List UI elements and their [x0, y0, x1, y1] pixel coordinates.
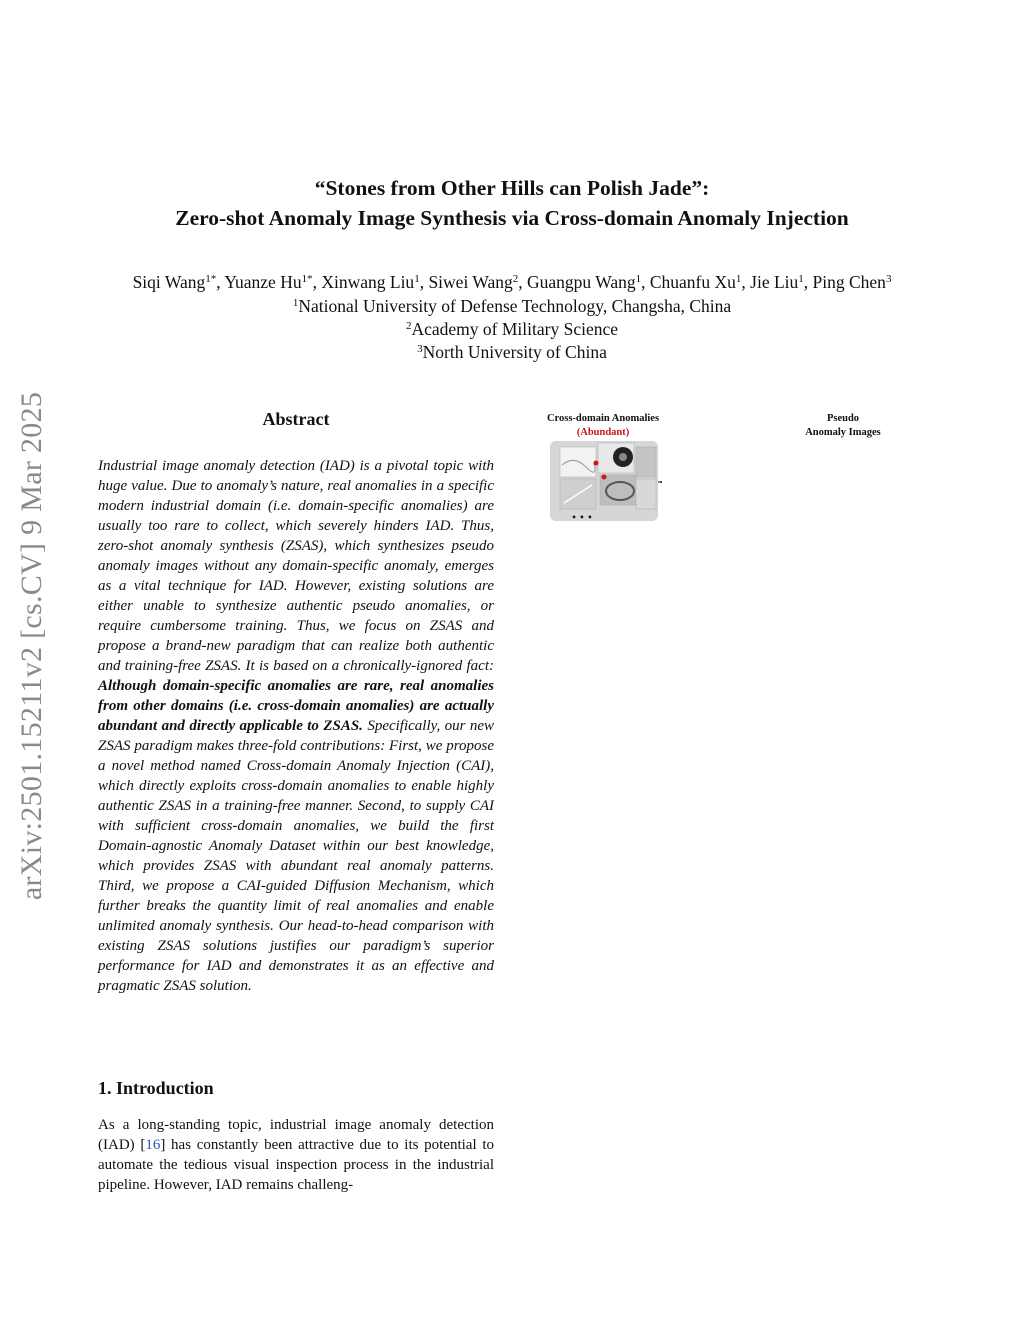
author: Ping Chen — [812, 272, 886, 292]
label-anomaly-images: Anomaly Images — [805, 427, 881, 438]
affiliation-3: $^3$North University of China — [417, 342, 607, 362]
paper-title-line1: “Stones from Other Hills can Polish Jade”: — [314, 176, 710, 200]
author: Yuanze Hu — [224, 272, 302, 292]
author: Xinwang Liu — [321, 272, 415, 292]
abstract-body: Industrial image anomaly detection (IAD) is a pivotal topic with huge value. Due to anomaly’s nature, real anomalies in a specific modern industrial domain (i.e. domain-specific anomalies) are usually too rare to collect, which severely hinders IAD. Thus, zero-shot anomaly synthesis (ZSAS), which synthesizes pseudo anomaly images without any domain-specific anomaly, emerges as a vital technique for IAD. However, existing solutions are either unable to synthesize authentic pseudo anomalies, or require cumbersome training. Thus, we focus on ZSAS and propose a brand-new paradigm that can realize both authentic and training-free ZSAS. It is based on a chronically-ignored fact: Although domain-specific anomalies are rare, real anomalies from other domains (i.e. cross-domain anomalies) are actually abundant and directly applicable to ZSAS. Specifically, our new ZSAS paradigm makes three-fold contributions: First, we propose a novel method named Cross-domain Anomaly Injection (CAI), which directly exploits cross-domain anomalies to enable highly authentic ZSAS in a training-free manner. Second, to supply CAI with sufficient cross-domain anomalies, we build the first Domain-agnostic Anomaly Dataset within our best knowledge, which provides ZSAS with abundant real anomaly patterns. Third, we propose a CAI-guided Diffusion Mechanism, which further breaks the quantity limit of real anomalies and enable unlimited anomaly synthesis. Our head-to-head comparison with existing ZSAS solutions justifies our paradigm’s superior performance for IAD and demonstrates it as an effective and pragmatic ZSAS solution. — [98, 458, 495, 994]
paper-title-line2: Zero-shot Anomaly Image Synthesis via Cross-domain Anomaly Injection — [175, 206, 849, 230]
citation-link[interactable]: 16 — [145, 1137, 161, 1153]
arxiv-id: arXiv:2501.15211v2 [cs.CV] 9 Mar 2025 — [15, 391, 48, 900]
section-heading-introduction: 1. Introduction — [98, 1078, 214, 1098]
intro-paragraph: As a long-standing topic, industrial image anomaly detection (IAD) [16] has constantly been attractive due to its potential to automate the tedious visual inspection process in the industrial pipeline. However, IAD remains challeng- — [98, 1117, 494, 1193]
abstract-key-fact: Although domain-specific anomalies are rare, real anomalies from other domains (i.e. cross-domain anomalies) are actually abundant and directly applicable to ZSAS. — [98, 678, 494, 734]
label-cross-domain-anomalies: Cross-domain Anomalies — [546, 413, 660, 424]
arxiv-sidebar — [12, 363, 52, 928]
author: Siwei Wang — [428, 272, 513, 292]
label-pseudo: Pseudo — [826, 413, 860, 424]
figure-1 — [530, 405, 930, 660]
affiliation-2: $^2$Academy of Military Science — [405, 319, 619, 339]
affiliation-1: $^1$National University of Defense Technology, Changsha, China — [292, 296, 732, 316]
abstract-heading: Abstract — [262, 409, 330, 429]
author-list: Siqi Wang$^{1*}$, Yuanze $Hu^{1*}$, Xinwang Liu$^1$, Siwei Wang$^2$, Guangpu Wang$^1$, Chuanfu Xu$^1$, Jie Liu$^1$, Ping Chen$^3$ — [132, 272, 892, 292]
author: Guangpu Wang — [527, 272, 636, 292]
author: Jie Liu — [750, 272, 799, 292]
cross-domain-anomalies-panel — [550, 441, 658, 522]
author: Siqi Wang — [132, 272, 206, 292]
author: Chuanfu Xu — [649, 272, 736, 292]
ellipsis-label: • • • — [571, 513, 593, 522]
label-abundant: (Abundant) — [576, 427, 630, 438]
